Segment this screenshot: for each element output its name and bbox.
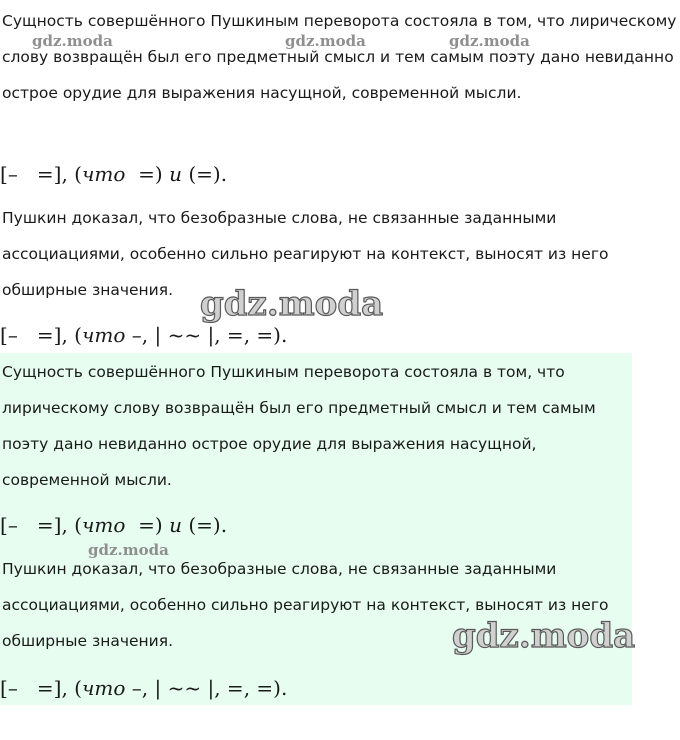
scheme-predicate: =], (36, 676, 68, 700)
watermark: gdz.moda (449, 32, 530, 50)
scheme-subject-dash: – (7, 513, 18, 537)
scheme-predicate: =], (36, 323, 68, 347)
scheme-predicate-2: =) (138, 162, 163, 186)
scheme-subject-dash: – (7, 676, 18, 700)
scheme-tail: (=). (188, 162, 228, 186)
sentence-paragraph-2: Пушкин доказал, что безобразные слова, не связанные заданными ассоциациями, особенно сильно реагируют на контекст, выносят из него обширные значения. (2, 209, 609, 299)
scheme-paren-open: ( (74, 162, 82, 186)
scheme-predicate: =], (36, 162, 68, 186)
sentence-scheme-4 (0, 674, 287, 702)
sentence-paragraph-1: Сущность совершённого Пушкиным переворота состояла в том, что лирическому слову возвращён был его предметный смысл и тем самым поэту дано невиданно острое орудие для выражения насущной, современной мысли. (2, 12, 677, 102)
scheme-predicate: =], (36, 513, 68, 537)
watermark: gdz.moda (88, 541, 169, 559)
scheme-open-bracket: [ (0, 676, 8, 700)
watermark: gdz.moda (200, 284, 384, 324)
watermark: gdz.moda (285, 32, 366, 50)
scheme-conjunction-word: что (81, 323, 126, 347)
sentence-paragraph-4: Пушкин доказал, что безобразные слова, не связанные заданными ассоциациями, особенно сильно реагируют на контекст, выносят из него обширные значения. (2, 560, 609, 650)
watermark: gdz.moda (452, 616, 636, 656)
sentence-paragraph-3: Сущность совершённого Пушкиным переворота состояла в том, что лирическому слову возвращён был его предметный смысл и тем самым поэту дано невиданно острое орудие для выражения насущной, современной мысли. (2, 363, 596, 489)
scheme-conjunction-word: что (81, 513, 126, 537)
scheme-open-bracket: [ (0, 162, 8, 186)
scheme-tail: (=). (188, 513, 228, 537)
sentence-scheme-2 (0, 321, 287, 349)
scheme-paren-open: ( (74, 323, 82, 347)
scheme-conjunction-word: что (81, 676, 126, 700)
scheme-tail: –, | ~~ |, =, =). (131, 323, 288, 347)
scheme-tail: –, | ~~ |, =, =). (131, 676, 288, 700)
watermark: gdz.moda (32, 32, 113, 50)
scheme-open-bracket: [ (0, 323, 8, 347)
scheme-conjunction-i: и (169, 513, 182, 537)
scheme-predicate-2: =) (138, 513, 163, 537)
scheme-conjunction-word: что (81, 162, 126, 186)
scheme-subject-dash: – (7, 323, 18, 347)
sentence-scheme-3 (0, 511, 227, 539)
scheme-paren-open: ( (74, 676, 82, 700)
scheme-paren-open: ( (74, 513, 82, 537)
scheme-subject-dash: – (7, 162, 18, 186)
sentence-scheme-1 (0, 160, 227, 188)
scheme-open-bracket: [ (0, 513, 8, 537)
scheme-conjunction-i: и (169, 162, 182, 186)
